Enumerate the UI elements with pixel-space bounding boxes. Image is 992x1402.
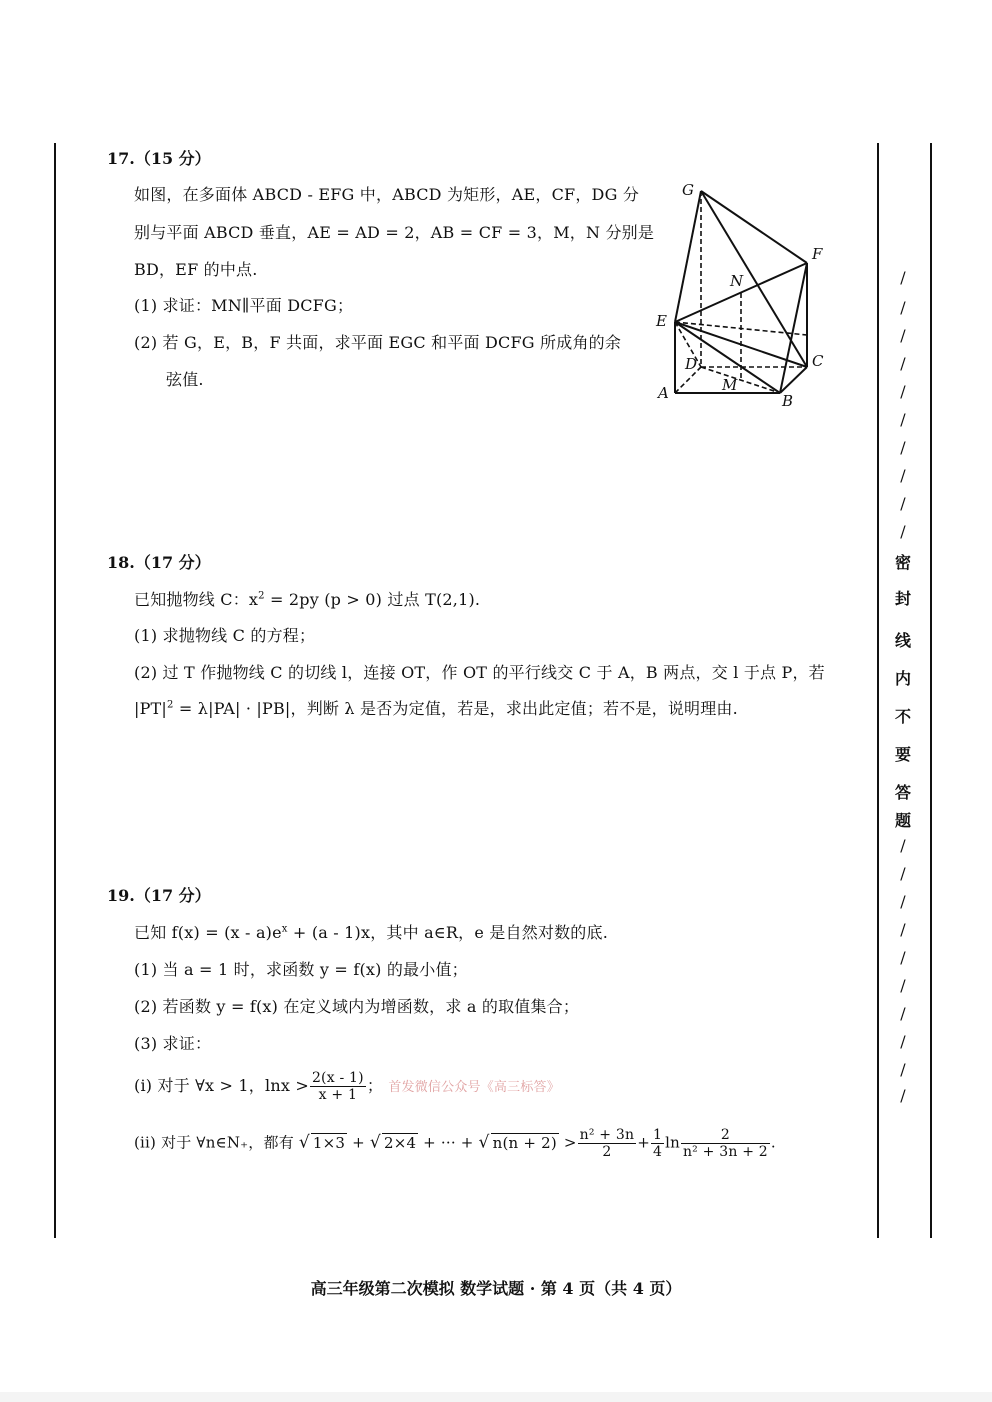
q19-ii-frac1-num: n² + 3n [579, 1127, 635, 1143]
seal-slash: / [900, 326, 906, 345]
left-border-line [54, 143, 56, 1238]
q19-i-post: ； [366, 1076, 384, 1095]
seal-slash: / [900, 298, 906, 317]
seal-slash: / [900, 948, 906, 967]
q17-line-6: 弦值. [166, 370, 204, 389]
seal-slash: / [900, 268, 906, 287]
seal-char: 密 [894, 553, 911, 572]
seal-slash: / [900, 1032, 906, 1051]
q17-line-2: 别与平面 ABCD 垂直，AE = AD = 2，AB = CF = 3，M，N 分别是 [134, 223, 655, 242]
seal-slash: / [900, 410, 906, 429]
seal-slash: / [900, 836, 906, 855]
q18-line1-sup: 2 [258, 590, 265, 602]
sqrt-icon: √ [298, 1132, 310, 1153]
seal-slash: / [900, 466, 906, 485]
q19-i-pre: (i) 对于 ∀x > 1，lnx > [134, 1076, 309, 1095]
q19-ii-plus1: + [347, 1133, 370, 1152]
q17-line-5: (2) 若 G，E，B，F 共面，求平面 EGC 和平面 DCFG 所成角的余 [134, 333, 622, 352]
seal-char: 不 [894, 707, 911, 726]
q19-ii-plus2: + [637, 1133, 650, 1152]
q19-ii-frac2-num: 1 [653, 1127, 663, 1143]
q19-ii-frac3-den: n² + 3n + 2 [682, 1144, 768, 1160]
q19-part-i [134, 1070, 560, 1103]
q19-line-1 [134, 920, 608, 943]
q18-line1-pre: 已知抛物线 C：x [134, 590, 259, 609]
q17-title: 17.（15 分） [107, 149, 211, 168]
q19-part-ii [134, 1127, 776, 1160]
q19-ii-ln: ln [665, 1133, 680, 1152]
q19-line1-post: + (a - 1)x，其中 a∈R，e 是自然对数的底. [287, 923, 608, 942]
q19-ii-sqrt1: 1×3 [312, 1133, 346, 1152]
q19-title: 19.（17 分） [107, 886, 211, 905]
seal-char: 线 [894, 631, 911, 650]
seal-slash: / [900, 892, 906, 911]
page-footer: 高三年级第二次模拟 数学试题 · 第 4 页（共 4 页） [310, 1279, 682, 1298]
q19-ii-frac1-den: 2 [602, 1144, 612, 1160]
seal-char: 内 [894, 669, 911, 688]
q19-ii-frac2 [651, 1127, 664, 1160]
seal-slash: / [900, 920, 906, 939]
q18-title: 18.（17 分） [107, 553, 211, 572]
seal-slash: / [900, 522, 906, 541]
q19-line-4: (3) 求证： [134, 1034, 212, 1053]
sqrt-icon: √ [478, 1132, 490, 1153]
q18-line-3: (2) 过 T 作抛物线 C 的切线 l，连接 OT，作 OT 的平行线交 C 于 A，B 两点，交 l 于点 P，若 [134, 663, 825, 682]
seal-slash: / [900, 494, 906, 513]
q18-line1-post: = 2py (p > 0) 过点 T(2,1). [264, 590, 481, 609]
q19-i-den: x + 1 [318, 1087, 358, 1103]
q18-line4-sup: 2 [167, 699, 174, 711]
q19-i-fraction [310, 1070, 366, 1103]
q17-line-1: 如图，在多面体 ABCD - EFG 中，ABCD 为矩形，AE，CF，DG 分 [134, 185, 640, 204]
right-border-line-outer [930, 143, 932, 1238]
seal-char: 要 [894, 745, 911, 764]
q19-ii-sqrt2: 2×4 [383, 1133, 417, 1152]
q18-line-2: (1) 求抛物线 C 的方程； [134, 626, 316, 645]
label-A: A [658, 384, 669, 402]
q19-line-2: (1) 当 a = 1 时，求函数 y = f(x) 的最小值； [134, 960, 468, 979]
q19-line1-pre: 已知 f(x) = (x - a)e [134, 923, 282, 942]
q19-i-num: 2(x - 1) [311, 1070, 364, 1086]
label-D: D [685, 355, 698, 373]
q19-ii-frac3 [681, 1127, 770, 1160]
seal-slash: / [900, 354, 906, 373]
q19-line1-sup: x [281, 923, 288, 935]
seal-char: 答 [894, 783, 911, 802]
q19-ii-frac2-den: 4 [653, 1144, 663, 1160]
q18-line4-pre: |PT| [134, 699, 168, 718]
label-F: F [812, 245, 823, 263]
q17-line-4: (1) 求证：MN∥平面 DCFG； [134, 296, 354, 315]
polyhedron-figure [650, 175, 835, 410]
page-bottom-strip [0, 1392, 992, 1402]
label-M: M [722, 376, 738, 394]
seal-slash: / [900, 1004, 906, 1023]
q18-line-1 [134, 587, 480, 610]
label-E: E [656, 312, 667, 330]
q19-ii-end: . [770, 1133, 776, 1152]
q18-line-4 [134, 696, 738, 719]
q19-ii-sqrt3: n(n + 2) [492, 1133, 557, 1152]
seal-char: 题 [894, 811, 911, 830]
seal-slash: / [900, 1060, 906, 1079]
q19-ii-frac1 [578, 1127, 637, 1160]
right-border-line-inner [877, 143, 879, 1238]
label-G: G [682, 181, 694, 199]
q19-ii-dots: + ··· + [418, 1133, 479, 1152]
q19-ii-pre: (ii) 对于 ∀n∈N₊，都有 [134, 1133, 294, 1152]
q19-line-3: (2) 若函数 y = f(x) 在定义域内为增函数，求 a 的取值集合； [134, 997, 580, 1016]
q19-ii-frac3-num: 2 [681, 1127, 770, 1144]
q18-line4-post: = λ|PA| · |PB|，判断 λ 是否为定值，若是，求出此定值；若不是，说明理由. [173, 699, 738, 718]
seal-slash: / [900, 864, 906, 883]
sqrt-icon: √ [369, 1132, 381, 1153]
label-C: C [812, 352, 824, 370]
q19-ii-gt: > [558, 1133, 577, 1152]
seal-slash: / [900, 438, 906, 457]
label-B: B [782, 392, 794, 410]
seal-slash: / [900, 976, 906, 995]
seal-slash: / [900, 1086, 906, 1105]
q17-line-3: BD，EF 的中点. [134, 260, 258, 279]
seal-slash: / [900, 382, 906, 401]
label-N: N [730, 272, 744, 290]
watermark-text: 首发微信公众号《高三标答》 [388, 1080, 560, 1095]
seal-char: 封 [894, 589, 911, 608]
